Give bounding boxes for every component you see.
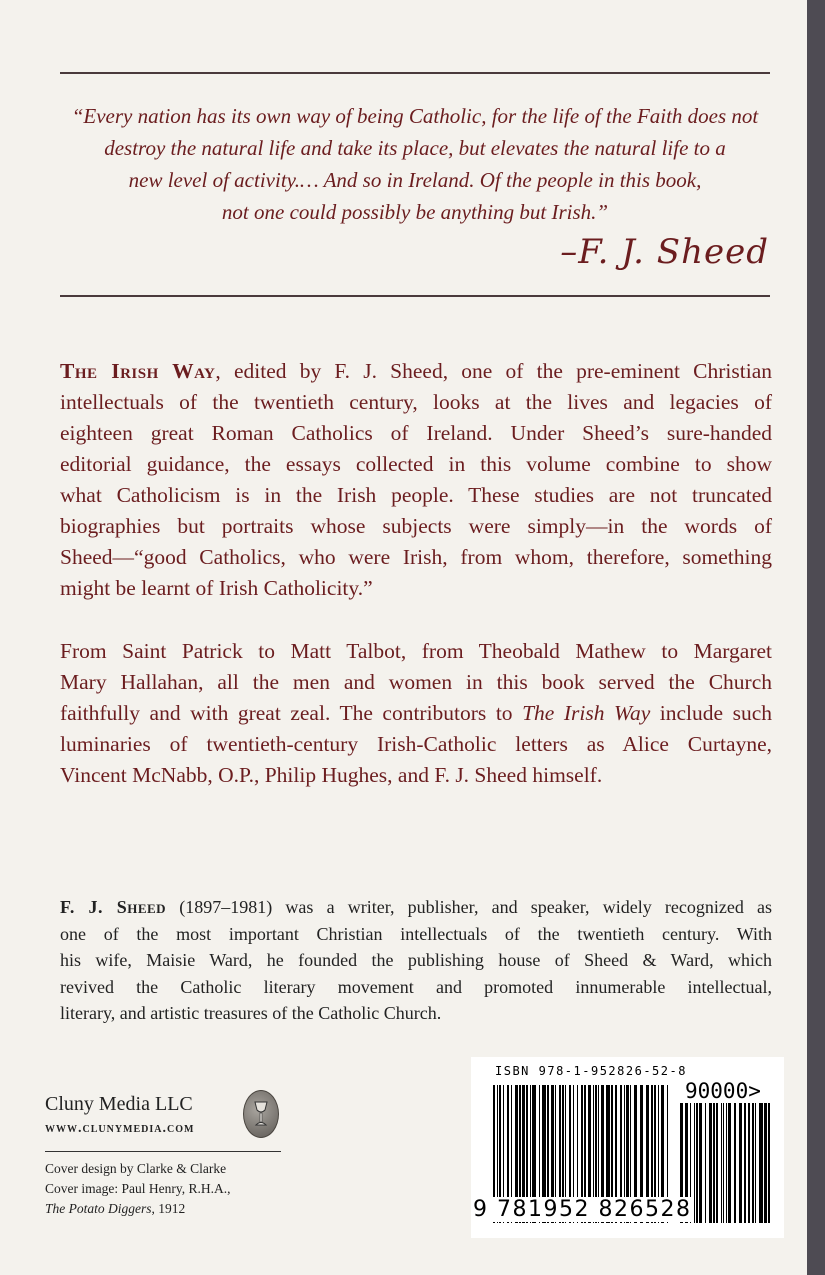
contributors-paragraph [60,636,772,791]
barcode-bar [764,1103,767,1223]
barcode-bar [694,1103,695,1223]
barcode-bar [768,1103,770,1223]
description-paragraph [60,356,772,604]
description-line: From Saint Patrick to Matt Talbot, from Theobald Mathew to Margaret [60,639,772,663]
barcode-bar [744,1103,746,1223]
description-line: editorial guidance, the essays collected in this volume combine to show [60,452,772,476]
description-line: intellectuals of the twentieth century, looks at the lives and legacies of [60,390,772,414]
chalice-seal-icon [243,1090,279,1138]
image-credit: Cover image: Paul Henry, R.H.A., [45,1181,231,1196]
author-bio [60,894,772,1027]
barcode-bar [709,1103,712,1223]
isbn-label: ISBN 978-1-952826-52-8 [495,1064,687,1078]
publisher-name: Cluny Media LLC [45,1093,193,1115]
barcode-bar [696,1103,698,1223]
barcode-bar [716,1103,718,1223]
publisher-block [45,1092,194,1137]
bottom-rule [60,295,770,297]
description-line: Mary Hallahan, all the men and women in this book served the Church [60,670,772,694]
description-line: eighteen great Roman Catholics of Ireland. Under Sheed’s sure-handed [60,421,772,445]
barcode-bar [705,1103,706,1223]
bio-line: his wife, Maisie Ward, he founded the publishing house of Sheed & Ward, which [60,950,772,970]
quote-line: “Every nation has its own way of being Catholic, for the life of the Faith does not [71,104,759,128]
description-line: faithfully and with great zeal. The contributors to The Irish Way include such [60,701,772,725]
barcode-bar [755,1103,756,1223]
quote-attribution: –F. J. Sheed [560,232,769,272]
barcode-bar [699,1103,702,1223]
bio-line: revived the Catholic literary movement and promoted innumerable intellectual, [60,976,772,997]
quote-line: not one could possibly be anything but Irish.” [221,200,609,224]
book-title-italic: The Irish Way [522,701,651,725]
description-line: Sheed—“good Catholics, who were Irish, from whom, therefore, something [60,545,772,569]
design-credit: Cover design by Clarke & Clarke [45,1161,227,1176]
isbn-digits: 9 781952 826528 [473,1197,692,1222]
barcode-bar [752,1103,754,1223]
description-line: Vincent McNabb, O.P., Philip Hughes, and F. J. Sheed himself. [60,763,603,787]
quote-line: new level of activity.… And so in Ireland. Of the people in this book, [128,168,702,192]
publisher-divider [45,1151,281,1152]
bio-line: literary, and artistic treasures of the Catholic Church. [60,1003,442,1023]
barcode-bar [728,1103,731,1223]
description-line: biographies but portraits whose subjects were simply—in the words of [60,514,772,538]
painting-title: The Potato Diggers [45,1201,152,1216]
book-title: The Irish Way [60,359,216,383]
bio-line: one of the most important Christian intellectuals of the twentieth century. With [60,923,772,944]
quote-line: destroy the natural life and take its place, but elevates the natural life to a [104,136,726,160]
barcode-bar [734,1103,736,1223]
cover-credits [45,1159,230,1219]
isbn-barcode [471,1057,784,1238]
barcode-bar [759,1103,763,1223]
barcode-bar [723,1103,724,1223]
spine-edge [807,0,825,1275]
description-line: might be learnt of Irish Catholicity.” [60,576,373,600]
top-rule [60,72,770,74]
publisher-url: www.clunymedia.com [45,1121,195,1136]
epigraph-quote [60,100,770,228]
barcode-bar [739,1103,742,1223]
author-name: F. J. Sheed [60,897,167,917]
description-line: what Catholicism is in the Irish people. These studies are not truncated [60,483,772,507]
description-line: The Irish Way, edited by F. J. Sheed, one of the pre-eminent Christian [60,359,772,383]
barcode-bar [713,1103,715,1223]
description-line: luminaries of twentieth-century Irish-Catholic letters as Alice Curtayne, [60,732,772,756]
bio-line: F. J. Sheed (1897–1981) was a writer, publisher, and speaker, widely recognized as [60,897,773,917]
barcode-bar [726,1103,727,1223]
price-code: 90000> [685,1079,761,1103]
barcode-bar [748,1103,750,1223]
painting-credit: The Potato Diggers, 1912 [45,1201,186,1216]
barcode-bar [721,1103,722,1223]
